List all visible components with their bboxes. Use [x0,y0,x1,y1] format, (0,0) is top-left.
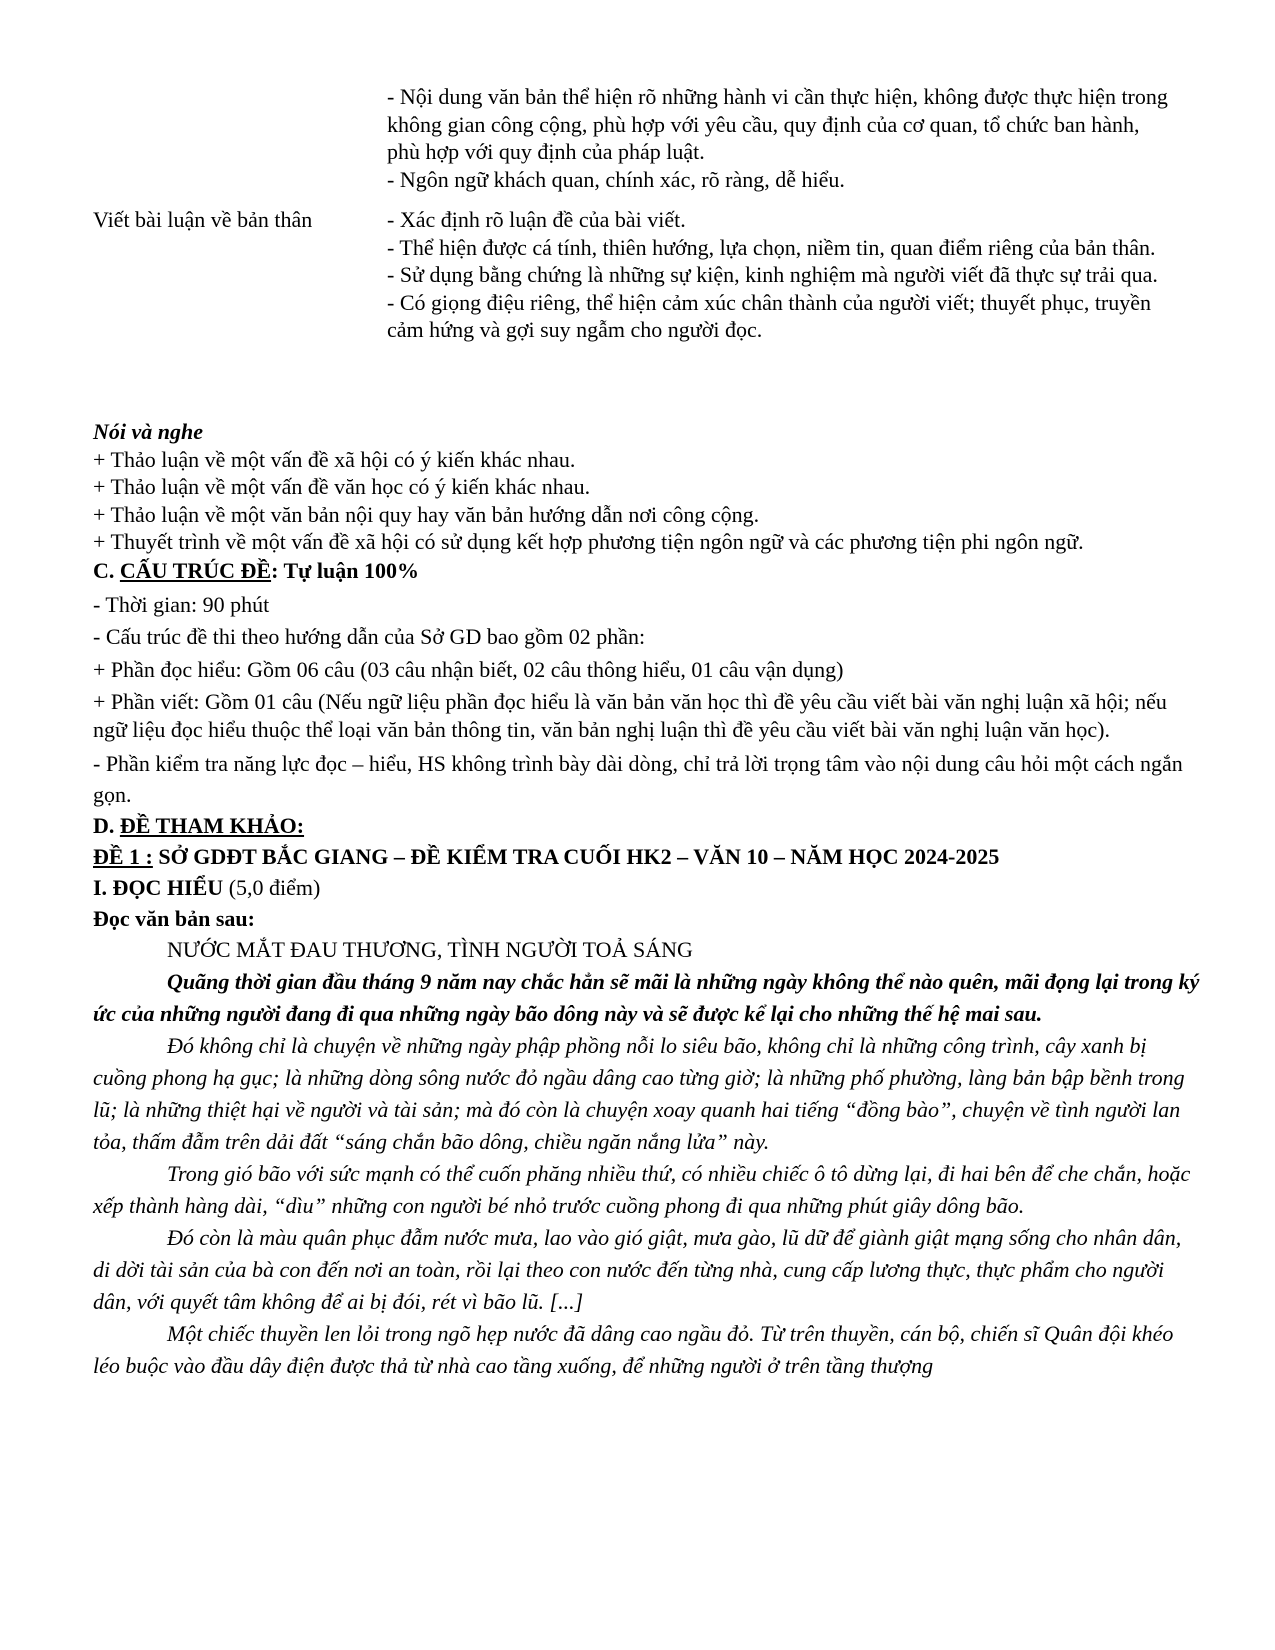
exam-title [93,841,1203,872]
section-title: CẤU TRÚC ĐỀ [119,557,272,583]
list-item: + Thảo luận về một vấn đề xã hội có ý kiến khác nhau. [93,446,576,472]
table-cell-label: Viết bài luận về bản thân [93,207,313,232]
table-row [93,83,1203,193]
table-row [93,206,1203,344]
passage-title: NƯỚC MẮT ĐAU THƯƠNG, TÌNH NGƯỜI TOẢ SÁNG [167,937,693,962]
reading-instruction: Đọc văn bản sau: [93,906,255,931]
exam-prefix: ĐỀ 1 : [93,844,153,869]
section-prefix: C. [93,557,120,583]
list-item: - Sử dụng bằng chứng là những sự kiện, kinh nghiệm mà người viết đã thực sự trải qua. [387,262,1158,287]
list-item: - Có giọng điệu riêng, thể hiện cảm xúc chân thành của người viết; thuyết phục, truyền cảm hứng và gợi suy ngẫm cho người đọc. [387,289,1152,342]
list-item: - Nội dung văn bản thể hiện rõ những hành vi cần thực hiện, không được thực hiện trong không gian công cộng, phù hợp với yêu cầu, quy định của cơ quan, tổ chức ban hành, phù hợp với quy định của pháp luật. [387,84,1168,164]
passage-paragraph: Một chiếc thuyền len lỏi trong ngõ hẹp nước đã dâng cao ngầu đỏ. Từ trên thuyền, cán bộ, chiến sĩ Quân đội khéo léo buộc vào đầu dây điện được thả từ nhà cao tầng xuống, để những người ở trên tầng thượng [93,1321,1174,1378]
criteria-table [93,83,1203,344]
reading-title: I. ĐỌC HIỂU [93,875,224,900]
table-cell-content [387,83,1177,193]
list-item: - Xác định rõ luận đề của bài viết. [387,207,686,232]
section-title: ĐỀ THAM KHẢO: [119,813,305,838]
passage [93,934,1203,1382]
document-body [93,418,1203,1382]
list-item: + Thuyết trình về một vấn đề xã hội có sử dụng kết hợp phương tiện ngôn ngữ và các phương tiện phi ngôn ngữ. [93,529,1084,554]
table-cell-content [387,206,1177,344]
list-item: - Thời gian: 90 phút [93,591,270,617]
passage-paragraph: Đó không chỉ là chuyện về những ngày phập phồng nỗi lo siêu bão, không chỉ là những công trình, cây xanh bị cuồng phong hạ gục; là những dòng sông nước đỏ ngầu dâng cao từng giờ; là những phố phường, làng bản bập bềnh trong lũ; là những thiệt hại về người và tài sản; mà đó còn là chuyện xoay quanh hai tiếng “đồng bào”, chuyện về tình người lan tỏa, thấm đẫm trên dải đất “sáng chắn bão dông, chiều ngăn nắng lửa” này. [93,1033,1185,1154]
section-c-heading [93,556,1203,586]
section-suffix: : Tự luận 100% [271,557,419,583]
list-item: + Phần viết: Gồm 01 câu (Nếu ngữ liệu phần đọc hiểu là văn bản văn học thì đề yêu cầu viết bài văn nghị luận xã hội; nếu ngữ liệu đọc hiểu thuộc thể loại văn bản thông tin, văn bản nghị luận thì đề yêu cầu viết bài văn nghị luận văn học). [93,689,1167,742]
list-item: + Thảo luận về một văn bản nội quy hay văn bản hướng dẫn nơi công cộng. [93,501,760,527]
passage-paragraph: Trong gió bão với sức mạnh có thể cuốn phăng nhiều thứ, có nhiều chiếc ô tô dừng lại, đi hai bên để che chắn, hoặc xếp thành hàng dài, “dìu” những con người bé nhỏ trước cuồng phong đi qua những phút giây dông bão. [93,1161,1191,1218]
list-item: - Thể hiện được cá tính, thiên hướng, lựa chọn, niềm tin, quan điểm riêng của bản thân. [387,234,1156,260]
exam-title-text: SỞ GDĐT BẮC GIANG – ĐỀ KIỂM TRA CUỐI HK2 – VĂN 10 – NĂM HỌC 2024-2025 [152,844,1000,869]
list-item: + Phần đọc hiểu: Gồm 06 câu (03 câu nhận biết, 02 câu thông hiểu, 01 câu vận dụng) [93,656,844,682]
table-cell-label [93,83,387,193]
list-item: + Thảo luận về một vấn đề văn học có ý kiến khác nhau. [93,474,591,499]
speaking-heading: Nói và nghe [93,419,203,444]
section-prefix: D. [93,813,120,838]
section-d-heading [93,810,1203,841]
list-item: - Ngôn ngữ khách quan, chính xác, rõ ràng, dễ hiểu. [387,166,845,192]
passage-paragraph: Đó còn là màu quân phục đẫm nước mưa, lao vào gió giật, mưa gào, lũ dữ để giành giật mạng sống cho nhân dân, di dời tài sản của bà con đến nơi an toàn, rồi lại theo con nước đến từng nhà, cung cấp lương thực, thực phẩm cho người dân, với quyết tâm không để ai bị đói, rét vì bão lũ. [...] [93,1225,1182,1314]
list-item: - Phần kiểm tra năng lực đọc – hiểu, HS không trình bày dài dòng, chỉ trả lời trọng tâm vào nội dung câu hỏi một cách ngắn gọn. [93,751,1183,807]
passage-lead: Quãng thời gian đầu tháng 9 năm nay chắc hẳn sẽ mãi là những ngày không thể nào quên, mãi đọng lại trong ký ức của những người đang đi qua những ngày bão dông này và sẽ được kể lại cho những thế hệ mai sau. [93,969,1200,1026]
reading-points: (5,0 điểm) [223,875,321,900]
list-item: - Cấu trúc đề thi theo hướng dẫn của Sở GD bao gồm 02 phần: [93,624,646,649]
reading-heading [93,872,1203,903]
